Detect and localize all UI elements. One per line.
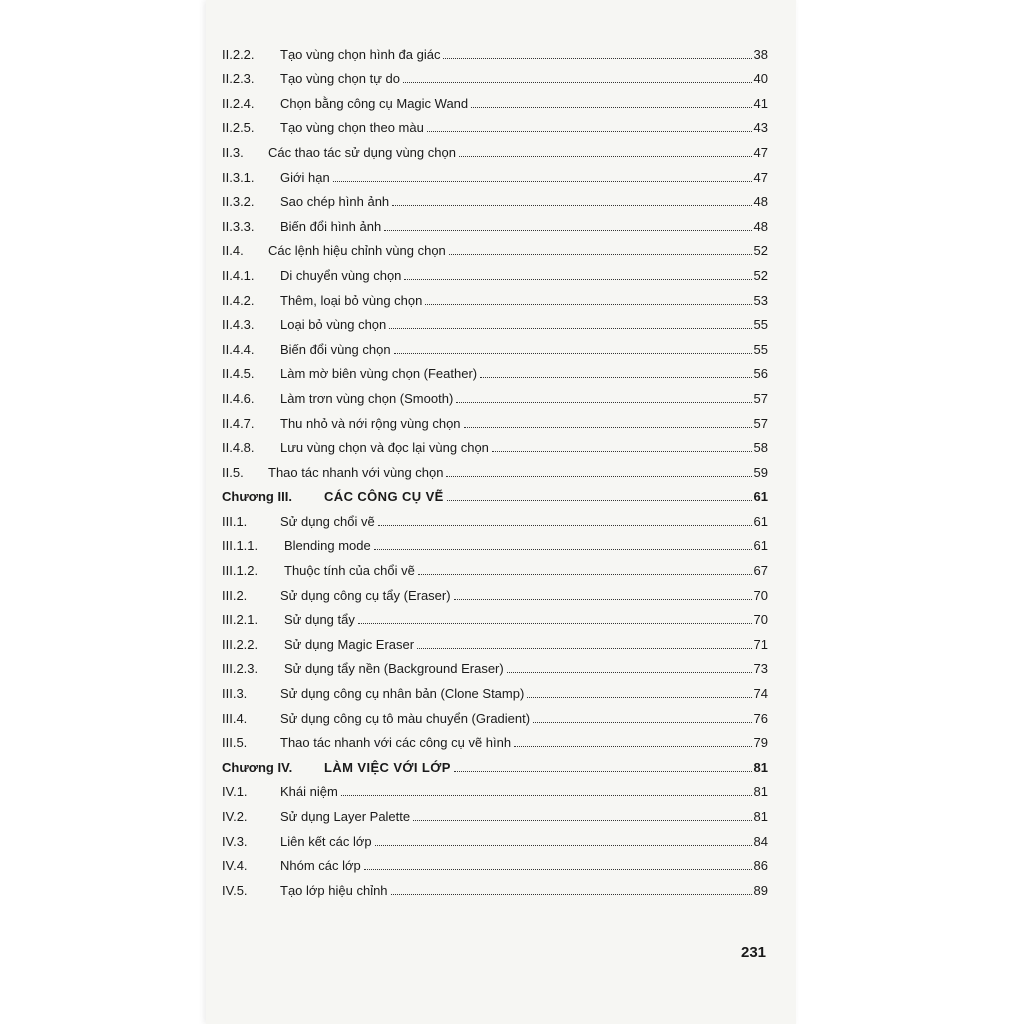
toc-entry-title: Nhóm các lớp — [280, 858, 361, 874]
toc-entry-page: 52 — [753, 243, 768, 259]
toc-entry-page: 76 — [753, 710, 768, 726]
toc-entry-number: IV.4. — [222, 858, 248, 874]
toc-entry-title: Giới hạn — [280, 169, 330, 185]
toc-entry-title: Loại bỏ vùng chọn — [280, 317, 387, 333]
dot-leader — [447, 500, 752, 501]
toc-row — [222, 727, 768, 752]
dot-leader — [374, 549, 752, 550]
toc-entry-page: 70 — [753, 587, 768, 603]
toc-entry-number: III.1.1. — [222, 538, 259, 554]
toc-entry-title: Lưu vùng chọn và đọc lại vùng chọn — [280, 440, 489, 456]
toc-entry-page: 48 — [753, 218, 768, 234]
toc-entry-number: III.3. — [222, 686, 248, 702]
toc-row — [222, 284, 768, 309]
toc-entry-number: III.1.2. — [222, 563, 259, 579]
toc-entry-title: Làm trơn vùng chọn (Smooth) — [280, 390, 454, 406]
toc-entry-title: Sử dụng công cụ nhân bản (Clone Stamp) — [280, 686, 525, 702]
dot-leader — [425, 304, 751, 305]
toc-entry-page: 56 — [753, 366, 768, 382]
toc-entry-title: Di chuyển vùng chọn — [280, 267, 402, 283]
dot-leader — [391, 894, 752, 895]
toc-entry-number: IV.2. — [222, 809, 248, 824]
toc-entry-page: 84 — [753, 833, 768, 849]
toc-row — [222, 161, 768, 186]
dot-leader — [446, 476, 751, 477]
dot-leader — [527, 697, 751, 698]
toc-row — [222, 210, 768, 235]
toc-entry-title: Thao tác nhanh với vùng chọn — [268, 464, 444, 480]
toc-entry-page: 71 — [753, 636, 768, 652]
toc-entry-title: Biến đổi hình ảnh — [280, 218, 382, 234]
toc-entry-number: II.4.2. — [222, 292, 255, 308]
toc-entry-page: 73 — [753, 661, 768, 677]
toc-entry-title: Blending mode — [284, 538, 371, 554]
toc-entry-page: 59 — [753, 464, 768, 480]
toc-row — [222, 38, 768, 63]
dot-leader — [341, 795, 752, 796]
toc-row — [222, 702, 768, 727]
toc-entry-title: Sử dụng Layer Palette — [280, 809, 411, 824]
toc-entry-title: Tạo vùng chọn hình đa giác — [280, 46, 441, 62]
toc-entry-page: 55 — [753, 341, 768, 357]
toc-row — [222, 235, 768, 260]
toc-entry-number: II.5. — [222, 464, 244, 480]
toc-chapter-row — [222, 481, 768, 506]
toc-entry-number: Chương III. — [222, 489, 292, 505]
toc-entry-number: IV.5. — [222, 882, 248, 898]
toc-row — [222, 604, 768, 629]
dot-leader — [417, 648, 751, 649]
dot-leader — [378, 525, 752, 526]
toc-entry-page: 40 — [753, 71, 768, 87]
toc-entry-number: II.2.4. — [222, 95, 255, 111]
toc-entry-title: Khái niệm — [280, 784, 338, 800]
dot-leader — [418, 574, 752, 575]
dot-leader — [394, 353, 752, 354]
toc-entry-number: II.2.2. — [222, 46, 255, 62]
toc-entry-title: Sử dụng công cụ tẩy (Eraser) — [280, 587, 451, 603]
toc-entry-title: Tạo vùng chọn theo màu — [280, 120, 424, 136]
toc-entry-number: II.3.2. — [222, 194, 255, 210]
dot-leader — [358, 623, 752, 624]
toc-entry-page: 61 — [753, 489, 768, 505]
toc-entry-page: 89 — [753, 882, 768, 898]
toc-entry-title: Làm mờ biên vùng chọn (Feather) — [280, 366, 478, 382]
toc-entry-number: III.2.2. — [222, 636, 259, 652]
dot-leader — [454, 771, 752, 772]
toc-entry-page: 52 — [753, 267, 768, 283]
toc-entry-title: LÀM VIỆC VỚI LỚP — [324, 759, 451, 775]
toc-entry-title: Thuộc tính của chổi vẽ — [284, 563, 415, 579]
toc-entry-number: II.4. — [222, 243, 244, 259]
toc-entry-number: IV.3. — [222, 833, 248, 849]
toc-entry-page: 43 — [753, 120, 768, 136]
toc-entry-number: II.4.5. — [222, 366, 255, 382]
toc-row — [222, 579, 768, 604]
toc-entry-number: III.5. — [222, 735, 248, 751]
toc-entry-page: 53 — [753, 292, 768, 308]
toc-entry-title: CÁC CÔNG CỤ VẼ — [324, 489, 444, 505]
toc-entry-title: Sao chép hình ảnh — [280, 194, 390, 210]
toc-entry-title: Sử dụng Magic Eraser — [284, 636, 415, 652]
toc-row — [222, 677, 768, 702]
toc-entry-number: II.4.6. — [222, 390, 255, 406]
toc-entry-title: Chọn bằng công cụ Magic Wand — [280, 95, 469, 111]
toc-entry-number: IV.1. — [222, 784, 248, 800]
dot-leader — [480, 377, 751, 378]
toc-row — [222, 653, 768, 678]
toc-row — [222, 407, 768, 432]
toc-entry-title: Sử dụng tẩy nền (Background Eraser) — [284, 661, 504, 677]
toc-row — [222, 554, 768, 579]
dot-leader — [403, 82, 752, 83]
toc-entry-page: 86 — [753, 858, 768, 874]
toc-row — [222, 358, 768, 383]
toc-entry-number: II.2.3. — [222, 71, 255, 87]
dot-leader — [507, 672, 752, 673]
toc-entry-title: Sử dụng chổi vẽ — [280, 513, 375, 529]
toc-row — [222, 776, 768, 801]
toc-row — [222, 112, 768, 137]
toc-row — [222, 800, 768, 825]
toc-entry-page: 57 — [753, 390, 768, 406]
toc-row — [222, 382, 768, 407]
toc-chapter-row — [222, 751, 768, 776]
dot-leader — [471, 107, 751, 108]
toc-row — [222, 432, 768, 457]
toc-entry-page: 55 — [753, 317, 768, 333]
toc-entry-title: Các lệnh hiệu chỉnh vùng chọn — [268, 243, 446, 259]
dot-leader — [454, 599, 752, 600]
toc-row — [222, 530, 768, 555]
toc-entry-page: 58 — [753, 440, 768, 456]
dot-leader — [375, 845, 752, 846]
dot-leader — [333, 181, 752, 182]
toc-row — [222, 456, 768, 481]
table-of-contents — [222, 38, 768, 899]
dot-leader — [492, 451, 752, 452]
toc-entry-title: Sử dụng công cụ tô màu chuyển (Gradient) — [280, 710, 531, 726]
toc-entry-number: II.4.3. — [222, 317, 255, 333]
toc-entry-page: 38 — [753, 46, 768, 62]
toc-row — [222, 136, 768, 161]
dot-leader — [389, 328, 751, 329]
toc-entry-number: II.4.7. — [222, 415, 255, 431]
toc-entry-title: Biến đổi vùng chọn — [280, 341, 391, 357]
toc-entry-number: II.4.1. — [222, 267, 255, 283]
toc-row — [222, 505, 768, 530]
toc-entry-page: 41 — [753, 95, 768, 111]
dot-leader — [364, 869, 752, 870]
toc-entry-page: 57 — [753, 415, 768, 431]
dot-leader — [427, 131, 752, 132]
toc-entry-page: 79 — [753, 735, 768, 751]
toc-entry-page: 67 — [753, 563, 768, 579]
dot-leader — [392, 205, 751, 206]
toc-entry-number: III.2.3. — [222, 661, 259, 677]
toc-entry-title: Thu nhỏ và nới rộng vùng chọn — [280, 415, 461, 431]
toc-entry-page: 61 — [753, 513, 768, 529]
toc-entry-page: 48 — [753, 194, 768, 210]
toc-entry-page: 47 — [753, 169, 768, 185]
toc-row — [222, 333, 768, 358]
dot-leader — [459, 156, 752, 157]
toc-entry-title: Tạo lớp hiệu chỉnh — [280, 882, 388, 898]
dot-leader — [443, 58, 751, 59]
toc-entry-number: III.1. — [222, 513, 248, 529]
dot-leader — [514, 746, 751, 747]
toc-entry-number: II.4.4. — [222, 341, 255, 357]
toc-row — [222, 309, 768, 334]
dot-leader — [449, 254, 752, 255]
toc-entry-page: 81 — [753, 759, 768, 775]
toc-row — [222, 825, 768, 850]
toc-entry-title: Thêm, loại bỏ vùng chọn — [280, 292, 423, 308]
toc-entry-number: Chương IV. — [222, 759, 293, 775]
toc-entry-page: 47 — [753, 144, 768, 160]
toc-entry-number: III.2.1. — [222, 612, 259, 628]
toc-entry-page: 61 — [753, 538, 768, 554]
dot-leader — [413, 820, 751, 821]
toc-entry-title: Tạo vùng chọn tự do — [280, 71, 401, 87]
toc-entry-title: Các thao tác sử dụng vùng chọn — [268, 144, 456, 160]
toc-row — [222, 874, 768, 899]
toc-entry-number: II.4.8. — [222, 440, 255, 456]
toc-row — [222, 850, 768, 875]
toc-row — [222, 63, 768, 88]
toc-entry-number: II.3. — [222, 144, 244, 160]
dot-leader — [404, 279, 751, 280]
toc-row — [222, 186, 768, 211]
dot-leader — [384, 230, 751, 231]
toc-entry-title: Sử dụng tẩy — [284, 612, 355, 628]
toc-entry-page: 81 — [753, 809, 768, 824]
toc-entry-number: III.2. — [222, 587, 248, 603]
dot-leader — [456, 402, 751, 403]
toc-row — [222, 87, 768, 112]
dot-leader — [533, 722, 751, 723]
toc-entry-number: II.3.3. — [222, 218, 255, 234]
toc-entry-page: 81 — [753, 784, 768, 800]
toc-entry-number: III.4. — [222, 710, 248, 726]
toc-row — [222, 628, 768, 653]
toc-row — [222, 259, 768, 284]
toc-entry-page: 70 — [753, 612, 768, 628]
dot-leader — [464, 427, 752, 428]
toc-entry-number: II.3.1. — [222, 169, 255, 185]
page-number: 231 — [741, 944, 767, 961]
toc-entry-page: 74 — [753, 686, 768, 702]
toc-entry-title: Thao tác nhanh với các công cụ vẽ hình — [280, 735, 512, 751]
toc-entry-title: Liên kết các lớp — [280, 833, 372, 849]
toc-entry-number: II.2.5. — [222, 120, 255, 136]
